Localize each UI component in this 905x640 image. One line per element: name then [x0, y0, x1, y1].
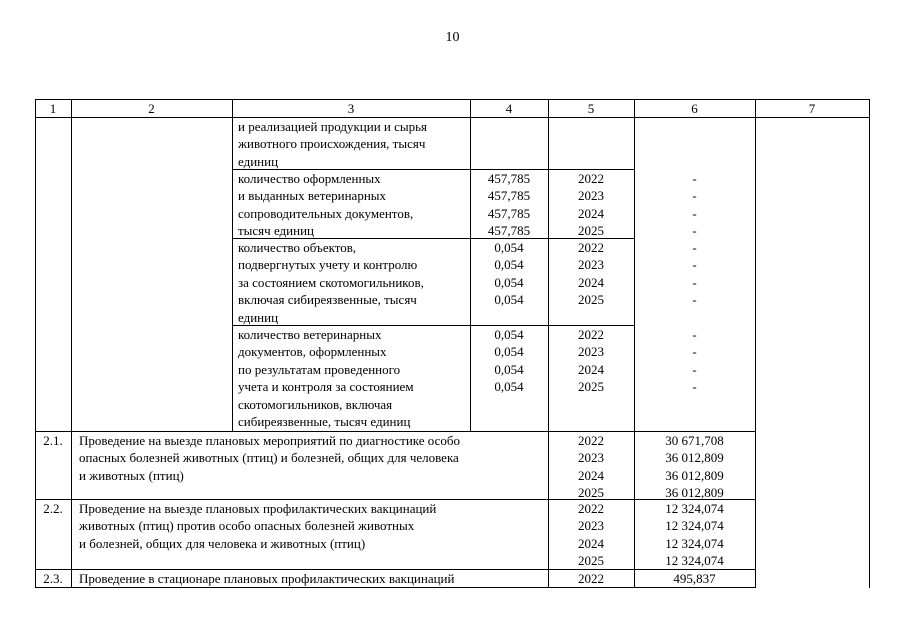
year-cell: 2022	[578, 171, 604, 186]
indicator-value: 0,054	[494, 240, 524, 255]
indicator-text-line: тысяч единиц	[238, 223, 314, 239]
amount-cell: -	[692, 257, 697, 273]
year-cell: 2022	[578, 240, 604, 255]
amount-cell: 495,837	[673, 571, 716, 586]
year-cell: 2024	[578, 467, 604, 483]
amount-cell: 36 012,809	[665, 467, 724, 483]
indicator-text-line: и выданных ветеринарных	[238, 188, 387, 204]
indicator-value: 0,054	[494, 379, 524, 395]
indicator-text-line: по результатам проведенного	[238, 361, 401, 377]
amount-cell: -	[692, 274, 697, 290]
year-cell: 2023	[578, 344, 604, 360]
year-cell: 2024	[578, 274, 604, 290]
year-cell: 2024	[578, 205, 604, 221]
year-cell: 2025	[578, 223, 604, 239]
amount-cell: 30 671,708	[665, 433, 724, 448]
year-cell: 2022	[578, 571, 604, 586]
measure-number: 2.2.	[43, 501, 63, 516]
indicator-text-line: сибиреязвенные, тысяч единиц	[238, 414, 411, 429]
year-cell: 2024	[578, 535, 604, 551]
year-cell: 2023	[578, 450, 604, 466]
measure-text-line: Проведение на выезде плановых мероприятий по диагностике особо	[79, 433, 460, 448]
measure-number: 2.1.	[43, 433, 63, 448]
header-cell-1: 1	[49, 101, 57, 116]
indicator-value: 0,054	[494, 344, 524, 360]
amount-cell: -	[692, 171, 697, 186]
measure-text-line: и болезней, общих для человека и животных (птиц)	[79, 535, 366, 551]
indicator-value: 0,054	[494, 274, 524, 290]
amount-cell: -	[692, 327, 697, 342]
year-cell: 2022	[578, 501, 604, 516]
measure-text-line: Проведение в стационаре плановых профилактических вакцинаций	[79, 571, 455, 586]
indicator-text-line: учета и контроля за состоянием	[238, 379, 414, 395]
indicator-value: 0,054	[494, 292, 524, 308]
indicator-value: 457,785	[487, 171, 531, 186]
year-cell: 2023	[578, 518, 604, 534]
indicator-text-line: количество ветеринарных	[238, 327, 382, 342]
indicator-text-line: за состоянием скотомогильников,	[238, 274, 424, 290]
column-border	[71, 99, 72, 588]
indicator-text-line: единиц	[238, 153, 279, 169]
indicator-value: 0,054	[494, 327, 524, 342]
indicator-text-line: подвергнутых учету и контролю	[238, 257, 418, 273]
amount-cell: -	[692, 361, 697, 377]
indicator-value: 457,785	[487, 188, 531, 204]
year-cell: 2025	[578, 292, 604, 308]
amount-cell: -	[692, 292, 697, 308]
measure-text-line: и животных (птиц)	[79, 467, 184, 483]
year-cell: 2025	[578, 379, 604, 395]
column-border	[869, 99, 870, 588]
indicator-text-line: количество оформленных	[238, 171, 381, 186]
year-cell: 2022	[578, 327, 604, 342]
year-cell: 2023	[578, 188, 604, 204]
indicator-text-line: единиц	[238, 309, 279, 325]
indicator-text-line: включая сибиреязвенные, тысяч	[238, 292, 417, 308]
indicator-text-line: документов, оформленных	[238, 344, 387, 360]
amount-cell: 12 324,074	[665, 501, 724, 516]
amount-cell: 36 012,809	[665, 450, 724, 466]
year-cell: 2025	[578, 553, 604, 569]
amount-cell: -	[692, 344, 697, 360]
amount-cell: 12 324,074	[665, 535, 724, 551]
indicator-value: 457,785	[487, 205, 531, 221]
indicator-value: 0,054	[494, 257, 524, 273]
measure-text-line: опасных болезней животных (птиц) и болезней, общих для человека	[79, 450, 459, 466]
header-cell-2: 2	[148, 101, 155, 116]
header-cell-3: 3	[347, 101, 355, 116]
amount-cell: 12 324,074	[665, 518, 724, 534]
indicator-text-line: и реализацией продукции и сырья	[238, 119, 428, 134]
header-cell-7: 7	[808, 101, 816, 116]
header-cell-5: 5	[587, 101, 595, 116]
indicator-text-line: скотомогильников, включая	[238, 396, 393, 412]
measure-text-line: животных (птиц) против особо опасных болезней животных	[79, 518, 415, 534]
column-border	[232, 99, 233, 431]
column-border	[755, 99, 756, 588]
amount-cell: -	[692, 240, 697, 255]
amount-cell: -	[692, 205, 697, 221]
year-cell: 2024	[578, 361, 604, 377]
amount-cell: 12 324,074	[665, 553, 724, 569]
year-cell: 2023	[578, 257, 604, 273]
measure-text-line: Проведение на выезде плановых профилактических вакцинаций	[79, 501, 437, 516]
header-cell-4: 4	[505, 101, 513, 116]
page-number: 10	[445, 30, 460, 45]
amount-cell: -	[692, 188, 697, 204]
indicator-value: 457,785	[487, 223, 531, 239]
amount-cell: 36 012,809	[665, 485, 724, 501]
indicator-text-line: сопроводительных документов,	[238, 205, 414, 221]
year-cell: 2025	[578, 485, 604, 501]
indicator-text-line: животного происхождения, тысяч	[238, 136, 426, 152]
header-cell-6: 6	[691, 101, 698, 116]
amount-cell: -	[692, 379, 697, 395]
indicator-value: 0,054	[494, 361, 524, 377]
amount-cell: -	[692, 223, 697, 239]
year-cell: 2022	[578, 433, 604, 448]
measure-number: 2.3.	[43, 571, 63, 586]
indicator-text-line: количество объектов,	[238, 240, 357, 255]
header-bottom-border	[35, 117, 869, 118]
